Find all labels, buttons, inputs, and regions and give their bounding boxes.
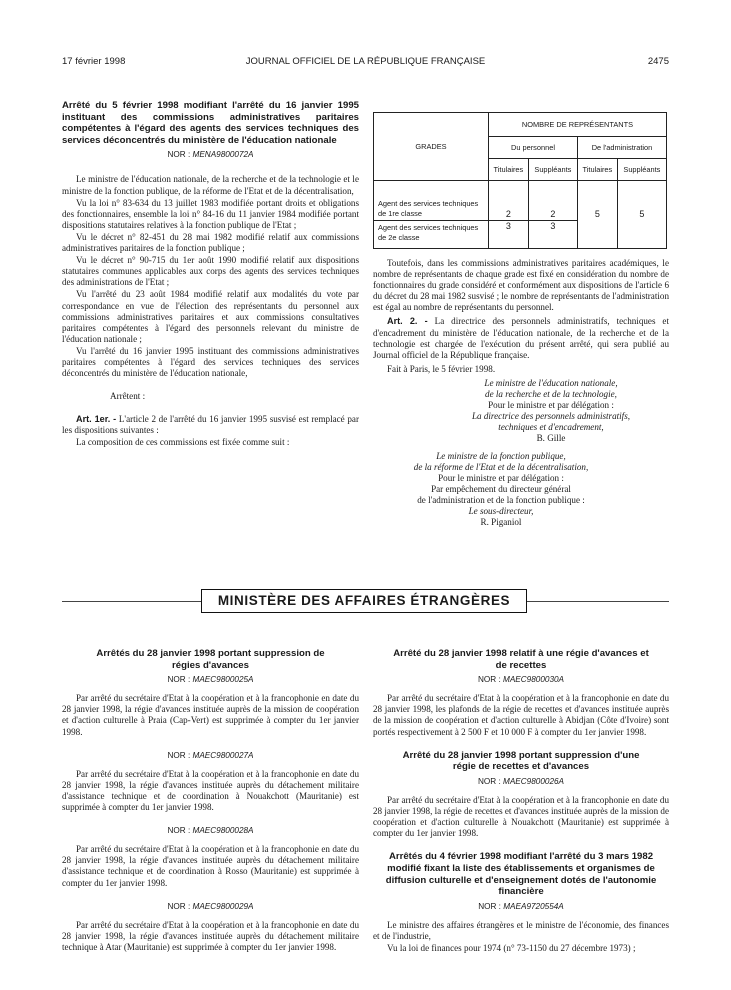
table-cell: 3 (489, 221, 529, 249)
arretent: Arrêtent : (110, 391, 146, 402)
signatory-name: B. Gille (536, 433, 566, 444)
paragraph: Par arrêté du secrétaire d'Etat à la coopération et à la francophonie en date du 28 janvier 1998, la régie d'avances instituée auprès de la mission de coopération et d'action culturelle à Praia (Cap-Vert) est supprimée à compter du 1er janvier 1998. (62, 693, 359, 737)
suppleants-header: Suppléants (617, 159, 666, 181)
signatory-title: de la recherche et de la technologie, (485, 389, 617, 400)
nor-code: MAEC9800025A (192, 675, 254, 685)
paragraph: Vu l'arrêté du 23 août 1984 modifié relatif aux modalités du vote par correspondance en vue de l'élection des représentants du personnel aux commissions administratives paritaires et aux commissions consultatives paritaires compétentes à l'égard des personnels relevant du ministre de l'éducation nationale ; (62, 289, 359, 344)
signatory-title: Le ministre de la fonction publique, (436, 450, 566, 461)
nor-line: NOR : MAEC9800026A (477, 776, 565, 786)
suppleants-header: Suppléants (528, 159, 577, 181)
sous-directeur-title: Le sous-directeur, (468, 505, 534, 516)
paragraph: Par arrêté du secrétaire d'Etat à la coopération et à la francophonie en date du 28 janvier 1998, la régie d'avances instituée auprès du détachement militaire d'assistance technique et de coordination à Rosso (Mauritanie) est supprimée à compter du 1er janvier 1998. (62, 844, 359, 888)
table-cell-admin-sup: 5 (617, 181, 666, 249)
delegation-line: Pour le ministre et par délégation : (488, 400, 614, 411)
regies-right-column (373, 648, 669, 955)
section-title: Arrêtés du 4 février 1998 modifiant l'arrêté du 3 mars 1982 modifié fixant la liste des établissements et organismes de diffusion culturelle et d'enseignement dotés de l'autonomie financière (385, 851, 657, 898)
nor-code: MAEC9800030A (503, 675, 565, 685)
nor-code: MAEC9800027A (192, 750, 254, 760)
arrete-title: Arrêté du 5 février 1998 modifiant l'arrêté du 16 janvier 1995 instituant des commissions administratives paritaires compétentes à l'égard des agents des services techniques des services déconcentrés du ministère de l'éducation nationale (62, 100, 359, 146)
nor-line: NOR : MAEC9800027A (167, 750, 254, 760)
signatory-name: R. Piganiol (480, 517, 522, 528)
nombre-header: NOMBRE DE REPRÉSENTANTS (489, 113, 667, 137)
paragraph: Le ministre des affaires étrangères et le ministre de l'économie, des finances et de l'industrie, (373, 919, 669, 941)
article-2-text: La directrice des personnels administratifs, techniques et d'encadrement du ministère de l'éducation nationale, de la recherche et de la technologie est chargée de l'exécution du présent arrêté, qui sera publié au Journal officiel de la République française. (373, 316, 669, 360)
nor-code: MAEC9800028A (192, 826, 254, 836)
table-cell: 2 (489, 181, 529, 221)
table-cell: 2 (528, 181, 577, 221)
paragraph: Le ministre de l'éducation nationale, de la recherche et de la technologie et le ministre de la fonction publique, de la réforme de l'Etat et de la décentralisation, (62, 174, 359, 196)
personnel-header: Du personnel (489, 137, 578, 159)
grades-header: GRADES (374, 113, 489, 181)
nor-code: MAEA9720554A (503, 901, 564, 911)
administration-header: De l'administration (577, 137, 666, 159)
director-title: techniques et d'encadrement, (498, 422, 604, 433)
paragraph: Par arrêté du secrétaire d'Etat à la coopération et à la francophonie en date du 28 janvier 1998, les plafonds de la régie de recettes et d'avances instituée auprès de la mission de coopération et d'action culturelle à Abidjan (Côte d'Ivoire) sont portés respectivement à 2 500 F et 10 000 F à compter du 1er janvier 1998. (373, 693, 669, 737)
paragraph: Par arrêté du secrétaire d'Etat à la coopération et à la francophonie en date du 28 janvier 1998, la régie d'avances instituée auprès du détachement militaire technique à Atar (Mauritanie) est supprimée à compter du 1er janvier 1998. (62, 919, 359, 952)
signature-block-2 (373, 451, 669, 529)
nor-line: NOR : MAEA9720554A (478, 901, 564, 911)
section-title: Arrêté du 28 janvier 1998 relatif à une régie d'avances et de recettes (393, 648, 649, 671)
article-1 (62, 414, 359, 436)
toutefois-paragraph: Toutefois, dans les commissions administratives paritaires académiques, le nombre de représentants de chaque grade est fixé en considération du nombre de fonctionnaires du grade considéré et conformément aux dispositions de l'article 6 du décret du 28 mai 1982 susvisé ; le nombre de représentants de l'administration est égal au nombre de représentants du personnel. (373, 258, 669, 313)
arrete-education-column (62, 100, 359, 450)
nor-line: NOR : MAEC9800029A (167, 901, 254, 911)
signatory-title: Le ministre de l'éducation nationale, (484, 377, 618, 388)
director-title: La directrice des personnels administratifs, (471, 411, 631, 422)
article-2-label: Art. 2. - (387, 316, 428, 327)
signatory-title: de la réforme de l'Etat et de la décentralisation, (413, 461, 589, 472)
article-2 (373, 316, 669, 360)
header-date: 17 février 1998 (62, 56, 126, 67)
empechement-line: de l'administration et de la fonction publique : (417, 494, 585, 505)
titulaires-header: Titulaires (577, 159, 617, 181)
table-cell: 3 (528, 221, 577, 249)
paragraph: Vu le décret n° 90-715 du 1er août 1990 modifié relatif aux dispositions statutaires communes applicables aux corps des agents des services techniques des administrations de l'Etat ; (62, 255, 359, 288)
nor-code: MENA9800072A (192, 150, 254, 160)
nor-line: NOR : MAEC9800028A (167, 826, 254, 836)
titulaires-header: Titulaires (489, 159, 529, 181)
ministry-banner: MINISTÈRE DES AFFAIRES ÉTRANGÈRES (201, 589, 527, 613)
fait-a-paris: Fait à Paris, le 5 février 1998. (387, 363, 496, 374)
paragraph: Vu le décret n° 82-451 du 28 mai 1982 modifié relatif aux commissions administratives paritaires de la fonction publique ; (62, 231, 359, 254)
nor-code: MAEC9800026A (503, 776, 565, 786)
table-row-grade: Agent des services techniques de 2e classe (374, 221, 489, 249)
nor-line: NOR : MAEC9800030A (477, 675, 565, 685)
regies-suppression-column (62, 648, 359, 954)
composition-line: La composition de ces commissions est fixée comme suit : (76, 437, 290, 448)
article-1-label: Art. 1er. - (76, 414, 117, 425)
nor-line (62, 149, 359, 160)
table-cell-admin-tit: 5 (577, 181, 617, 249)
nor-label: NOR : (167, 150, 191, 160)
nor-code: MAEC9800029A (192, 901, 254, 911)
signature-block-1 (373, 378, 669, 445)
paragraph: Vu l'arrêté du 16 janvier 1995 instituant des commissions administratives paritaires compétentes à l'égard des services techniques des services déconcentrés du ministère de l'éducation nationale, (62, 345, 359, 379)
empechement-line: Par empêchement du directeur général (431, 483, 571, 494)
section-title: Arrêté du 28 janvier 1998 portant suppression d'une régie de recettes et d'avances (402, 749, 640, 773)
paragraph: Par arrêté du secrétaire d'Etat à la coopération et à la francophonie en date du 28 janvier 1998, la régie d'avances instituée auprès du détachement militaire d'assistance technique et de coordination à Nouakchott (Mauritanie) est supprimée à compter du 1er janvier 1998. (62, 768, 359, 813)
arrete-education-continuation (373, 112, 669, 528)
paragraph: Par arrêté du secrétaire d'Etat à la coopération et à la francophonie en date du 28 janvier 1998, la régie de recettes et d'avances instituée auprès de la mission de coopération et d'action culturelle à Nouakchott (Mauritanie) est supprimée à compter du 1er janvier 1998. (373, 794, 669, 839)
representatives-table (373, 112, 667, 249)
divider (62, 601, 201, 602)
page-number: 2475 (647, 56, 669, 67)
nor-line: NOR : MAEC9800025A (167, 675, 254, 685)
journal-title: JOURNAL OFFICIEL DE LA RÉPUBLIQUE FRANÇAISE (245, 56, 486, 67)
section-title: Arrêtés du 28 janvier 1998 portant suppression de régies d'avances (96, 648, 325, 671)
table-row-grade: Agent des services techniques de 1re classe (374, 181, 489, 221)
article-1-text: L'article 2 de l'arrêté du 16 janvier 1995 susvisé est remplacé par les dispositions suivantes : (62, 414, 359, 436)
delegation-line: Pour le ministre et par délégation : (438, 472, 564, 483)
page-header (62, 56, 669, 70)
paragraph: Vu la loi n° 83-634 du 13 juillet 1983 modifiée portant droits et obligations des fonctionnaires, ensemble la loi n° 84-16 du 11 janvier 1984 modifiée portant dispositions statutaires relatives à la fonction publique de l'Etat ; (62, 197, 359, 230)
divider (527, 601, 669, 602)
paragraph: Vu la loi de finances pour 1974 (n° 73-1150 du 27 décembre 1973) ; (387, 942, 636, 953)
